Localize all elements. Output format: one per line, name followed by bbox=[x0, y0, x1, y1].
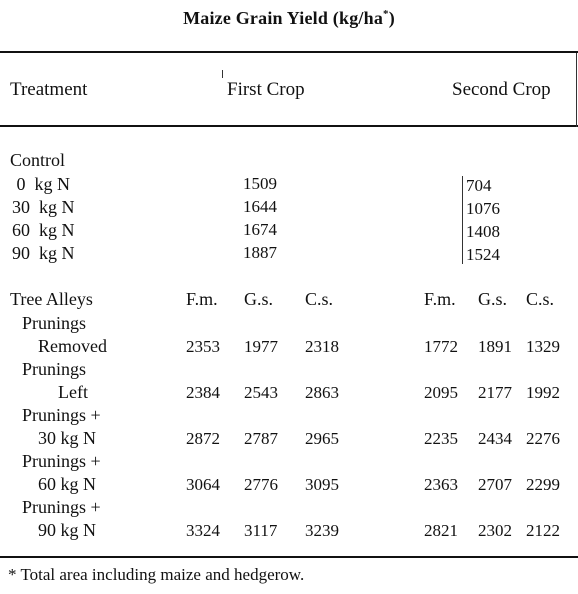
alley-row-label: Prunings + bbox=[22, 405, 101, 425]
alley-column-header: G.s. bbox=[478, 289, 508, 309]
alley-value-cell: 2363 bbox=[424, 475, 458, 494]
alley-row-label: Prunings + bbox=[22, 497, 101, 517]
alley-column-header: C.s. bbox=[305, 289, 334, 309]
alley-value-cell: 1329 bbox=[526, 337, 560, 356]
alley-value-cell: 2318 bbox=[305, 337, 339, 356]
control-second-value: 1524 bbox=[466, 245, 500, 264]
control-second-value: 704 bbox=[466, 176, 492, 195]
alley-value-cell: 3095 bbox=[305, 475, 339, 494]
second-crop-rule bbox=[462, 176, 463, 264]
footnote: * Total area including maize and hedgerow. bbox=[8, 565, 305, 584]
control-first-value: 1644 bbox=[243, 197, 277, 216]
alley-value-cell: 2872 bbox=[186, 429, 220, 448]
alley-value-cell: 2276 bbox=[526, 429, 560, 448]
top-rule bbox=[0, 51, 578, 53]
header-second-crop: Second Crop bbox=[452, 79, 551, 100]
alley-value-cell: 2122 bbox=[526, 521, 560, 540]
alley-row-sublabel: 90 kg N bbox=[38, 520, 96, 540]
control-second-value: 1076 bbox=[466, 199, 500, 218]
alley-value-cell: 3324 bbox=[186, 521, 220, 540]
alley-row-sublabel: 60 kg N bbox=[38, 474, 96, 494]
alley-value-cell: 1772 bbox=[424, 337, 458, 356]
header-tick bbox=[222, 70, 223, 78]
control-first-value: 1509 bbox=[243, 174, 277, 193]
header-treatment: Treatment bbox=[10, 79, 88, 100]
control-first-value: 1674 bbox=[243, 220, 277, 239]
header-first-crop: First Crop bbox=[227, 79, 305, 100]
alley-value-cell: 1977 bbox=[244, 337, 278, 356]
alley-row-sublabel: Left bbox=[58, 382, 88, 402]
alley-value-cell: 2235 bbox=[424, 429, 458, 448]
alley-row-label: Prunings bbox=[22, 313, 87, 333]
alley-value-cell: 1891 bbox=[478, 337, 512, 356]
alley-value-cell: 2776 bbox=[244, 475, 278, 494]
alley-value-cell: 2965 bbox=[305, 429, 339, 448]
control-label: Control bbox=[10, 150, 66, 170]
alley-row-sublabel: Removed bbox=[38, 336, 107, 356]
alley-value-cell: 3064 bbox=[186, 475, 220, 494]
alley-column-header: F.m. bbox=[186, 289, 218, 309]
control-row-label: 30 kg N bbox=[12, 197, 75, 217]
control-second-value: 1408 bbox=[466, 222, 500, 241]
alley-value-cell: 3117 bbox=[244, 521, 278, 540]
alley-value-cell: 2177 bbox=[478, 383, 512, 402]
alley-row-sublabel: 30 kg N bbox=[38, 428, 96, 448]
alley-value-cell: 2707 bbox=[478, 475, 512, 494]
alley-row-label: Prunings bbox=[22, 359, 87, 379]
table-title: Maize Grain Yield (kg/ha*) bbox=[183, 8, 395, 28]
alley-value-cell: 2384 bbox=[186, 383, 220, 402]
alley-value-cell: 2787 bbox=[244, 429, 278, 448]
alley-column-header: F.m. bbox=[424, 289, 456, 309]
footnote-marker: * bbox=[383, 8, 389, 20]
alley-value-cell: 2543 bbox=[244, 383, 278, 402]
control-first-value: 1887 bbox=[243, 243, 277, 262]
control-row-label: 60 kg N bbox=[12, 220, 75, 240]
alley-column-header: C.s. bbox=[526, 289, 555, 309]
header-rule bbox=[0, 125, 578, 127]
control-row-label: 90 kg N bbox=[12, 243, 75, 263]
control-row-label: 0 kg N bbox=[12, 174, 70, 194]
tree-alleys-label: Tree Alleys bbox=[10, 289, 93, 309]
alley-value-cell: 2302 bbox=[478, 521, 512, 540]
right-edge-rule bbox=[576, 53, 577, 127]
alley-value-cell: 2434 bbox=[478, 429, 512, 448]
alley-column-header: G.s. bbox=[244, 289, 274, 309]
alley-value-cell: 2095 bbox=[424, 383, 458, 402]
alley-value-cell: 1992 bbox=[526, 383, 560, 402]
bottom-rule bbox=[0, 556, 578, 558]
alley-value-cell: 2821 bbox=[424, 521, 458, 540]
alley-row-label: Prunings + bbox=[22, 451, 101, 471]
alley-value-cell: 2353 bbox=[186, 337, 220, 356]
alley-value-cell: 2863 bbox=[305, 383, 339, 402]
alley-value-cell: 3239 bbox=[305, 521, 339, 540]
alley-value-cell: 2299 bbox=[526, 475, 560, 494]
